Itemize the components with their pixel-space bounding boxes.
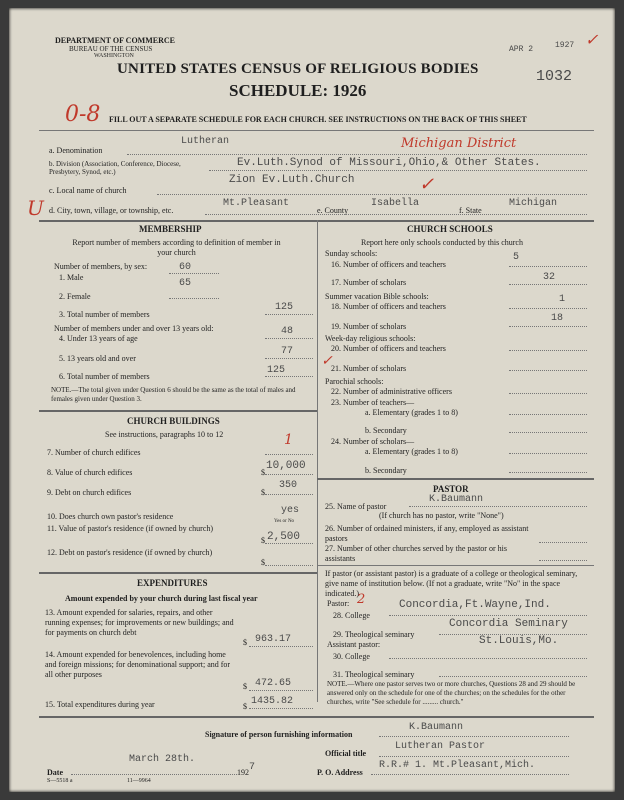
received-stamp-year: 1927 [555, 41, 575, 50]
q23b-label: b. Secondary [365, 426, 407, 435]
schedule-title: SCHEDULE: 1926 [229, 81, 367, 100]
state-value: Michigan [509, 198, 558, 209]
schools-heading: CHURCH SCHOOLS [407, 224, 493, 234]
pastor-sub-label: Pastor: [327, 599, 350, 608]
membership-heading: MEMBERSHIP [139, 224, 202, 234]
q19-label: 19. Number of scholars [331, 322, 407, 331]
q25-note: (If church has no pastor, write "None") [379, 511, 504, 520]
buildings-heading: CHURCH BUILDINGS [127, 416, 220, 426]
q16-label: 16. Number of officers and teachers [331, 260, 446, 269]
q24-label: 24. Number of scholars— [331, 437, 415, 446]
parochial-label: Parochial schools: [325, 377, 384, 386]
q2-value: 65 [179, 278, 192, 289]
q28-label: 28. College [333, 611, 370, 620]
q8-value: 10,000 [266, 460, 306, 472]
q11-value: 2,500 [267, 531, 301, 543]
date-year-suffix: 7 [249, 762, 256, 773]
weekday-label: Week-day religious schools: [325, 334, 416, 343]
margin-note: 0-8 [65, 102, 101, 127]
pastor-hand-mark: 2 [357, 592, 366, 607]
q10-label: 10. Does church own pastor's residence [47, 512, 174, 521]
denomination-label: a. Denomination [49, 146, 103, 155]
margin-mark: U [27, 196, 44, 220]
age-intro: Number of members under and over 13 years old: [54, 324, 214, 333]
q1-label: 1. Male [59, 273, 84, 282]
q7-label: 7. Number of church edifices [47, 448, 141, 457]
q6-label: 6. Total number of members [59, 372, 150, 381]
schedule-number: 1032 [536, 68, 573, 85]
q23a-label: a. Elementary (grades 1 to 8) [365, 408, 458, 417]
q22-label: 22. Number of administrative officers [331, 387, 452, 396]
state-label: f. State [459, 206, 482, 215]
bureau-label: BUREAU OF THE CENSUS [69, 45, 153, 53]
q19-value: 18 [551, 313, 564, 324]
q29-label: 29. Theological seminary [333, 630, 415, 639]
district-handwritten: Michigan District [401, 136, 517, 151]
q13-dollar: $ [243, 638, 247, 647]
q17-label: 17. Number of scholars [331, 278, 407, 287]
q29-value-a: Concordia Seminary [449, 618, 568, 630]
assistant-label: Assistant pastor: [327, 640, 381, 649]
expenditures-heading: EXPENDITURES [137, 578, 208, 588]
q24a-label: a. Elementary (grades 1 to 8) [365, 447, 458, 456]
local-name-label: c. Local name of church [49, 186, 127, 195]
check-mark-icon: ✓ [585, 30, 599, 49]
q15-value: 1435.82 [251, 696, 294, 707]
yes-no-hint: Yes or No [274, 519, 295, 524]
county-check-icon: ✓ [419, 174, 435, 195]
q11-dollar: $ [261, 536, 265, 545]
official-title-label: Official title [325, 749, 367, 758]
official-title-value: Lutheran Pastor [395, 741, 486, 752]
q9-value: 350 [279, 480, 298, 491]
form-code: S—5518 a [47, 778, 73, 784]
q8-label: 8. Value of church edifices [47, 468, 133, 477]
q12-dollar: $ [261, 558, 265, 567]
q4-value: 48 [281, 326, 294, 337]
q15-dollar: $ [243, 702, 247, 711]
q18-label: 18. Number of officers and teachers [331, 302, 446, 311]
graduate-note: If pastor (or assistant pastor) is a graduate of a college or theological seminary, give name of institution below. (If not a graduate, write "No" in the space indicated.) [325, 569, 578, 598]
q17-value: 32 [543, 272, 556, 283]
q3-value: 125 [275, 302, 294, 313]
q29-value-b: St.Louis,Mo. [479, 635, 559, 647]
q10-value: yes [281, 505, 300, 516]
q13-label: 13. Amount expended for salaries, repairs, and other running expenses; for improvements or new buildings; and for payments on church debt [45, 608, 234, 637]
q9-label: 9. Debt on church edifices [47, 488, 132, 497]
q13-value: 963.17 [255, 634, 292, 645]
signature-label: Signature of person furnishing information [205, 730, 353, 739]
q30-label: 30. College [333, 652, 370, 661]
q8-dollar: $ [261, 468, 265, 477]
q18-value: 1 [559, 294, 566, 305]
q28-value: Concordia,Ft.Wayne,Ind. [399, 599, 551, 611]
form-code-2: 11—9964 [127, 778, 151, 784]
q7-value: 1 [284, 432, 293, 448]
q9-dollar: $ [261, 488, 265, 497]
q23-label: 23. Number of teachers— [331, 398, 415, 407]
q15-label: 15. Total expenditures during year [45, 700, 155, 709]
date-year-prefix: 192 [237, 768, 249, 777]
q25-label: 25. Name of pastor [325, 502, 387, 511]
membership-note: NOTE.—The total given under Question 6 should be the same as the total of males and females given under Question 3. [51, 386, 296, 403]
q20-label: 20. Number of officers and teachers [331, 344, 446, 353]
q14-value: 472.65 [255, 678, 292, 689]
division-label: b. Division (Association, Conference, Diocese, Presbytery, Synod, etc.) [49, 160, 181, 176]
q25-value: K.Baumann [429, 494, 484, 505]
q12-label: 12. Debt on pastor's residence (if owned by church) [47, 548, 213, 557]
county-label: e. County [317, 206, 349, 215]
sunday-label: Sunday schools: [325, 249, 378, 258]
q11-label: 11. Value of pastor's residence (if owned by church) [47, 524, 214, 533]
form-title: UNITED STATES CENSUS OF RELIGIOUS BODIES [117, 61, 479, 77]
q26-label: 26. Number of ordained ministers, if any, employed as assistant pastors [325, 524, 529, 543]
instruction-line: FILL OUT A SEPARATE SCHEDULE FOR EACH CHURCH. SEE INSTRUCTIONS ON THE BACK OF THIS SHEET [109, 115, 527, 124]
pastor-heading: PASTOR [433, 484, 469, 494]
address-value: R.R.# 1. Mt.Pleasant,Mich. [379, 760, 536, 771]
address-label: P. O. Address [317, 768, 363, 777]
census-schedule-page [9, 8, 615, 792]
q21-check-icon: ✓ [321, 353, 333, 369]
signature-value: K.Baumann [409, 722, 464, 733]
q5-label: 5. 13 years old and over [59, 354, 136, 363]
q21-label: 21. Number of scholars [331, 364, 407, 373]
department-label: DEPARTMENT OF COMMERCE [55, 36, 176, 45]
denomination-value: Lutheran [181, 136, 230, 147]
local-name-value: Zion Ev.Luth.Church [229, 174, 355, 186]
county-value: Isabella [371, 198, 420, 209]
date-value: March 28th. [129, 754, 196, 765]
q1-value: 60 [179, 262, 192, 273]
schools-intro: Report here only schools conducted by this church [361, 238, 523, 247]
date-label: Date [47, 768, 63, 777]
q14-dollar: $ [243, 682, 247, 691]
city-label: WASHINGTON [94, 53, 134, 59]
membership-intro: Report number of members according to definition of member in your church [72, 238, 281, 257]
received-stamp-date: APR 2 [509, 45, 534, 54]
q27-label: 27. Number of other churches served by the pastor or his assistants [325, 544, 507, 563]
q2-label: 2. Female [59, 292, 91, 301]
expenditures-intro: Amount expended by your church during last fiscal year [65, 594, 258, 603]
q14-label: 14. Amount expended for benevolences, including home and foreign missions; for denominational support; and for all other purposes [45, 650, 231, 679]
buildings-intro: See instructions, paragraphs 10 to 12 [105, 430, 224, 439]
q24b-label: b. Secondary [365, 466, 407, 475]
q6-value: 125 [267, 365, 286, 376]
by-sex-label: Number of members, by sex: [54, 262, 148, 271]
q4-label: 4. Under 13 years of age [59, 334, 138, 343]
q16-value: 5 [513, 252, 520, 263]
q5-value: 77 [281, 346, 294, 357]
q31-label: 31. Theological seminary [333, 670, 415, 679]
pastor-note: NOTE.—Where one pastor serves two or more churches, Questions 28 and 29 should be answered only on the schedule for one of the churches; on the schedules for the other churches, write "See schedule for ......... church." [327, 680, 576, 706]
city-label-field: d. City, town, village, or township, etc. [49, 206, 174, 215]
q3-label: 3. Total number of members [59, 310, 150, 319]
city-value: Mt.Pleasant [223, 198, 290, 209]
division-value: Ev.Luth.Synod of Missouri,Ohio,& Other States. [237, 157, 541, 169]
summer-label: Summer vacation Bible schools: [325, 292, 429, 301]
